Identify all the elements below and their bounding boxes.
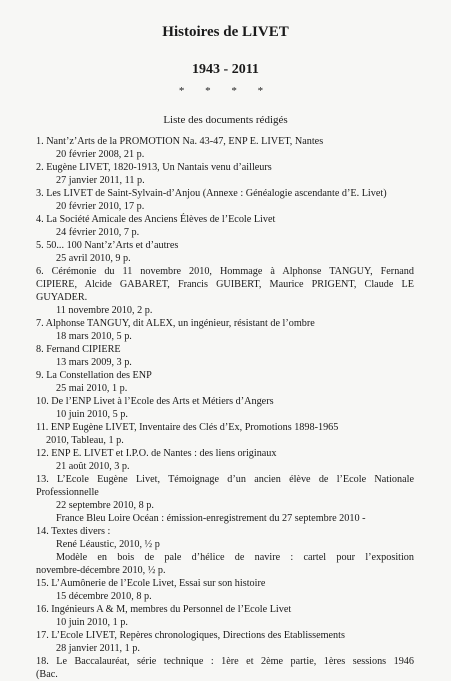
- list-item-title: 1. Nant’z’Arts de la PROMOTION Na. 43-47, ENP E. LIVET, Nantes: [36, 136, 324, 147]
- list-item-detail: novembre-décembre 2010, ½ p.: [36, 565, 166, 576]
- list-item-detail: 21 août 2010, 3 p.: [56, 461, 130, 472]
- list-item-title: 4. La Société Amicale des Anciens Élèves de l’Ecole Livet: [36, 214, 276, 225]
- list-item: [36, 629, 414, 655]
- list-item: [36, 161, 414, 187]
- list-item-detail: 22 septembre 2010, 8 p.: [56, 500, 154, 511]
- list-item-detail: 10 juin 2010, 5 p.: [56, 409, 128, 420]
- list-item-detail: CIPIERE, Alcide GABARET, Francis GUIBERT, Maurice PRIGENT, Claude LE: [36, 279, 414, 290]
- list-item-title: 17. L’Ecole LIVET, Repères chronologiques, Directions des Etablissements: [36, 630, 345, 641]
- list-item-detail: France Bleu Loire Océan : émission-enregistrement du 27 septembre 2010 -: [56, 513, 366, 524]
- list-item-title: 7. Alphonse TANGUY, dit ALEX, un ingénieur, résistant de l’ombre: [36, 318, 315, 329]
- list-item-title: 6. Cérémonie du 11 novembre 2010, Hommage à Alphonse TANGUY, Fernand: [36, 266, 414, 277]
- list-item: [36, 343, 414, 369]
- list-item: [36, 447, 414, 473]
- list-item: [36, 135, 414, 161]
- list-item-detail: 24 février 2010, 7 p.: [56, 227, 140, 238]
- list-item-detail: 13 mars 2009, 3 p.: [56, 357, 132, 368]
- list-item: [36, 317, 414, 343]
- list-item-title: 15. L’Aumônerie de l’Ecole Livet, Essai sur son histoire: [36, 578, 266, 589]
- list-item-title: 11. ENP Eugène LIVET, Inventaire des Clés d’Ex, Promotions 1898-1965: [36, 422, 339, 433]
- list-item-detail: 28 janvier 2011, 1 p.: [56, 643, 140, 654]
- list-item-detail: 11 novembre 2010, 2 p.: [56, 305, 153, 316]
- list-item-detail: (Bac.: [36, 669, 58, 680]
- list-item: [36, 655, 414, 681]
- separator-stars: * * * *: [178, 85, 273, 97]
- list-item-title: 12. ENP E. LIVET et I.P.O. de Nantes : des liens originaux: [36, 448, 277, 459]
- list-item-title: 8. Fernand CIPIERE: [36, 344, 121, 355]
- list-item-title: 16. Ingénieurs A & M, membres du Personnel de l’Ecole Livet: [36, 604, 292, 615]
- list-item: [36, 525, 414, 577]
- list-item: [36, 395, 414, 421]
- list-item: [36, 187, 414, 213]
- list-item-detail: 15 décembre 2010, 8 p.: [56, 591, 152, 602]
- list-item-title: 13. L’Ecole Eugène Livet, Témoignage d’un ancien élève de l’Ecole Nationale: [36, 474, 414, 485]
- list-item: [36, 603, 414, 629]
- list-item-detail: 27 janvier 2011, 11 p.: [56, 175, 145, 186]
- list-item: [36, 369, 414, 395]
- list-item-title: 3. Les LIVET de Saint-Sylvain-d’Anjou (Annexe : Généalogie ascendante d’E. Livet): [36, 188, 387, 199]
- list-item-detail: 10 juin 2010, 1 p.: [56, 617, 128, 628]
- list-item-title: 5. 50... 100 Nant’z’Arts et d’autres: [36, 240, 179, 251]
- list-item-detail: 25 avril 2010, 9 p.: [56, 253, 131, 264]
- list-item: [36, 577, 414, 603]
- list-item-detail: René Léaustic, 2010, ½ p: [56, 539, 160, 550]
- list-item: [36, 473, 414, 525]
- list-item-title: 10. De l’ENP Livet à l’Ecole des Arts et Métiers d’Angers: [36, 396, 274, 407]
- document-subtitle: Liste des documents rédigés: [163, 114, 288, 126]
- document-years: 1943 - 2011: [192, 62, 259, 77]
- list-item: [36, 421, 414, 447]
- list-item: [36, 213, 414, 239]
- list-item-detail: Modèle en bois de pale d’hélice de navire : cartel pour l’exposition: [56, 552, 414, 563]
- list-item-detail: 2010, Tableau, 1 p.: [46, 435, 124, 446]
- list-item-detail: 20 février 2010, 17 p.: [56, 201, 145, 212]
- list-item-detail: GUYADER.: [36, 292, 88, 303]
- list-item-detail: 18 mars 2010, 5 p.: [56, 331, 132, 342]
- list-item: [36, 265, 414, 317]
- list-item: [36, 239, 414, 265]
- list-item-title: 18. Le Baccalauréat, série technique : 1ère et 2ème partie, 1ères sessions 1946: [36, 656, 414, 667]
- document-list: [36, 135, 414, 681]
- document-title: Histoires de LIVET: [162, 24, 289, 40]
- list-item-detail: 20 février 2008, 21 p.: [56, 149, 145, 160]
- list-item-title: 2. Eugène LIVET, 1820-1913, Un Nantais venu d’ailleurs: [36, 162, 272, 173]
- list-item-title: 9. La Constellation des ENP: [36, 370, 152, 381]
- list-item-title: 14. Textes divers :: [36, 526, 111, 537]
- list-item-detail: 25 mai 2010, 1 p.: [56, 383, 128, 394]
- list-item-detail: Professionnelle: [36, 487, 99, 498]
